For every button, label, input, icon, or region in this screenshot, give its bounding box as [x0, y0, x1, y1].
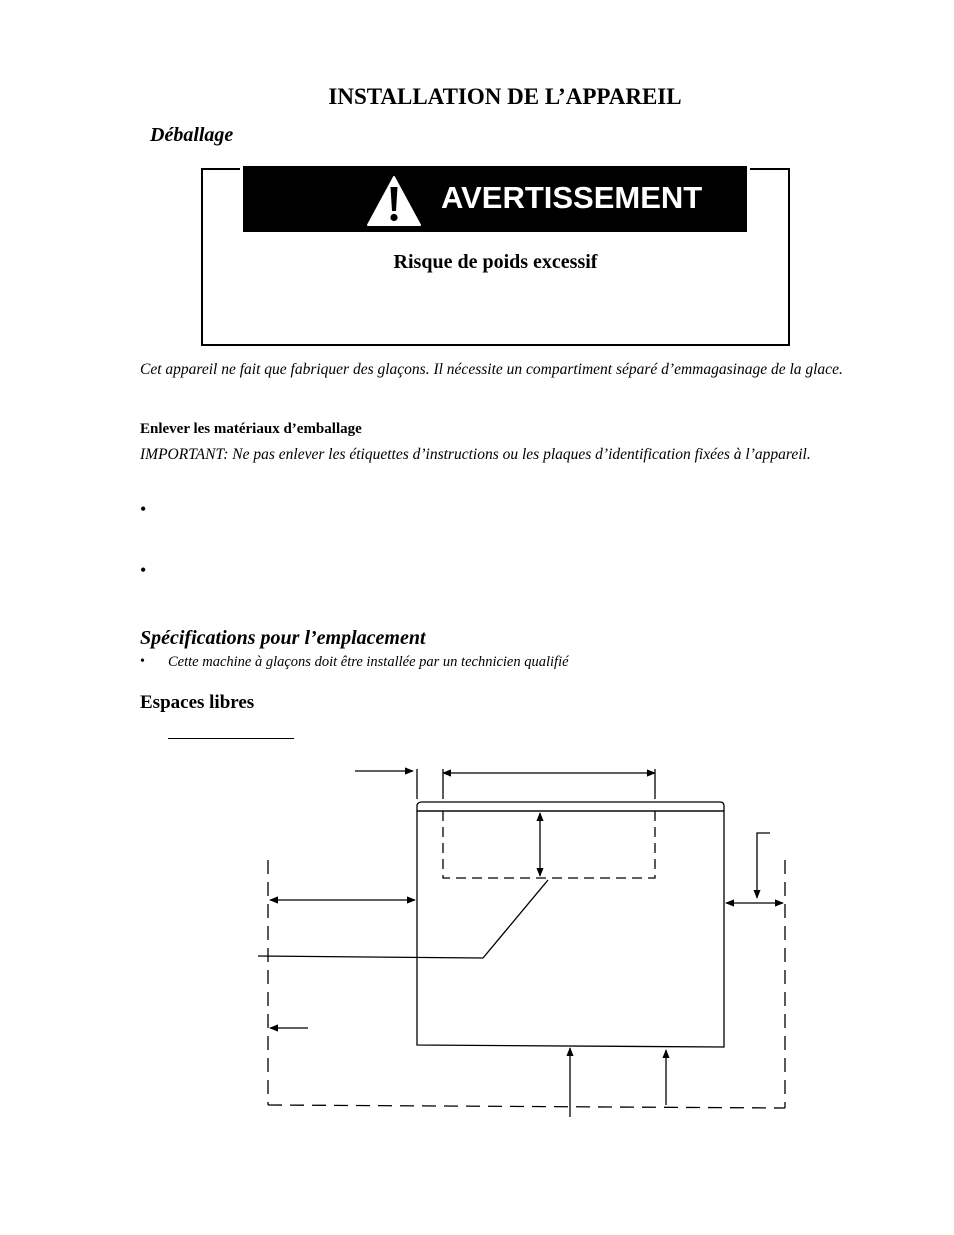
unit-top-lip [417, 802, 724, 811]
warning-hazard-text: Risque de poids excessif [393, 251, 598, 273]
location-bullet-text: Cette machine à glaçons doit être installée par un technicien qualifié [168, 654, 569, 670]
important-note: IMPORTANT: Ne pas enlever les étiquettes d’instructions ou les plaques d’identification fixées à l’appareil. [140, 446, 811, 463]
location-specs-heading: Spécifications pour l’emplacement [140, 627, 426, 649]
packaging-heading: Enlever les matériaux d’emballage [140, 421, 362, 437]
clearances-heading: Espaces libres [140, 692, 255, 713]
top-opening-dashed [443, 811, 655, 878]
clearance-boundary-bottom [268, 1105, 785, 1108]
right-top-leader [757, 833, 770, 898]
section-subtitle-unpacking: Déballage [150, 124, 234, 146]
packaging-bullet-2: • [140, 560, 147, 580]
underline-rule [168, 738, 294, 739]
unit-outline [417, 811, 724, 1047]
location-bullet-marker: • [140, 654, 145, 669]
diagonal-leader [258, 880, 548, 958]
intro-paragraph: Cet appareil ne fait que fabriquer des glaçons. Il nécessite un compartiment séparé d’emmagasinage de la glace. [140, 361, 843, 378]
warning-signal-word: AVERTISSEMENT [441, 180, 703, 215]
clearance-diagram [250, 755, 810, 1125]
packaging-bullet-1: • [140, 499, 147, 519]
warning-triangle-icon [366, 175, 422, 227]
page-title: INSTALLATION DE L’APPAREIL [328, 84, 682, 109]
